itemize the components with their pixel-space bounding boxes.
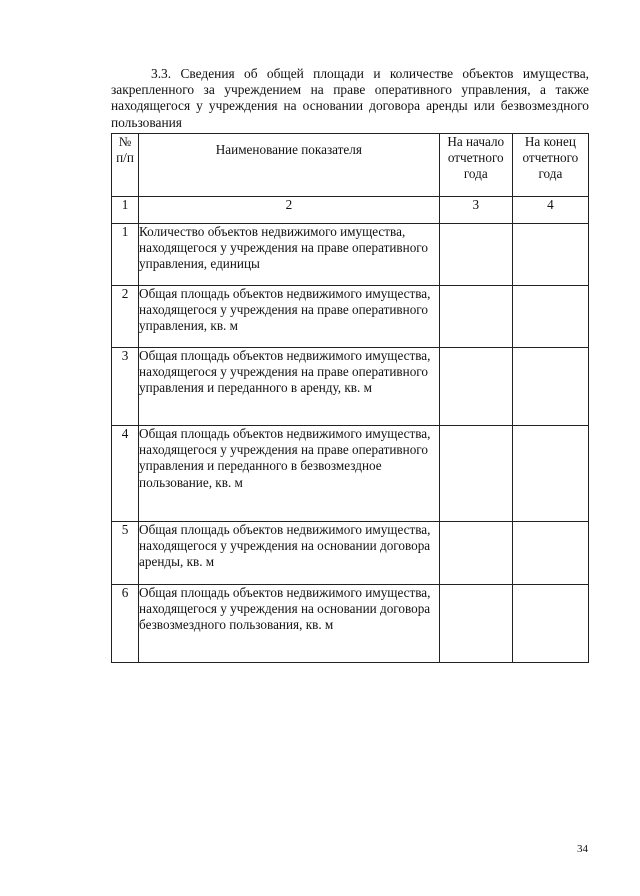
table-row: [112, 286, 589, 348]
column-index-3: 3: [439, 197, 512, 224]
row-start-value[interactable]: [439, 286, 512, 348]
row-end-value[interactable]: [512, 224, 588, 286]
row-indicator-name: Общая площадь объектов недвижимого имущества, находящегося у учреждения на праве оперативного управления и переданного в аренду, кв. м: [139, 348, 440, 426]
row-number: 6: [112, 585, 139, 663]
table-row: [112, 348, 589, 426]
property-area-table: [111, 133, 589, 663]
header-end-of-year: На конец отчетного года: [512, 134, 588, 197]
section-number: 3.3.: [151, 66, 172, 81]
row-start-value[interactable]: [439, 585, 512, 663]
row-number: 1: [112, 224, 139, 286]
row-indicator-name: Количество объектов недвижимого имущества, находящегося у учреждения на праве оперативного управления, единицы: [139, 224, 440, 286]
row-end-value[interactable]: [512, 522, 588, 585]
section-text: Сведения об общей площади и количестве объектов имущества, закрепленного за учреждением на праве оперативного управления, а также находящегося у учреждения на основании договора аренды или безвозмездного пользования: [111, 66, 589, 130]
table-row: [112, 224, 589, 286]
row-end-value[interactable]: [512, 585, 588, 663]
row-start-value[interactable]: [439, 224, 512, 286]
row-start-value[interactable]: [439, 348, 512, 426]
column-index-2: 2: [139, 197, 440, 224]
column-index-row: [112, 197, 589, 224]
row-number: 5: [112, 522, 139, 585]
row-indicator-name: Общая площадь объектов недвижимого имущества, находящегося у учреждения на праве оперативного управления и переданного в безвозмездное пользование, кв. м: [139, 426, 440, 522]
row-indicator-name: Общая площадь объектов недвижимого имущества, находящегося у учреждения на основании договора безвозмездного пользования, кв. м: [139, 585, 440, 663]
row-end-value[interactable]: [512, 348, 588, 426]
row-number: 3: [112, 348, 139, 426]
row-indicator-name: Общая площадь объектов недвижимого имущества, находящегося у учреждения на основании договора аренды, кв. м: [139, 522, 440, 585]
row-end-value[interactable]: [512, 286, 588, 348]
row-number: 4: [112, 426, 139, 522]
header-name: Наименование показателя: [139, 134, 440, 197]
section-heading: [111, 66, 589, 131]
row-start-value[interactable]: [439, 522, 512, 585]
table-header-row: [112, 134, 589, 197]
row-end-value[interactable]: [512, 426, 588, 522]
table-row: [112, 426, 589, 522]
page-number: 34: [577, 843, 588, 855]
row-indicator-name: Общая площадь объектов недвижимого имущества, находящегося у учреждения на праве оперативного управления, кв. м: [139, 286, 440, 348]
row-start-value[interactable]: [439, 426, 512, 522]
table-row: [112, 522, 589, 585]
row-number: 2: [112, 286, 139, 348]
header-num: № п/п: [112, 134, 139, 197]
column-index-4: 4: [512, 197, 588, 224]
header-start-of-year: На начало отчетного года: [439, 134, 512, 197]
column-index-1: 1: [112, 197, 139, 224]
table-row: [112, 585, 589, 663]
